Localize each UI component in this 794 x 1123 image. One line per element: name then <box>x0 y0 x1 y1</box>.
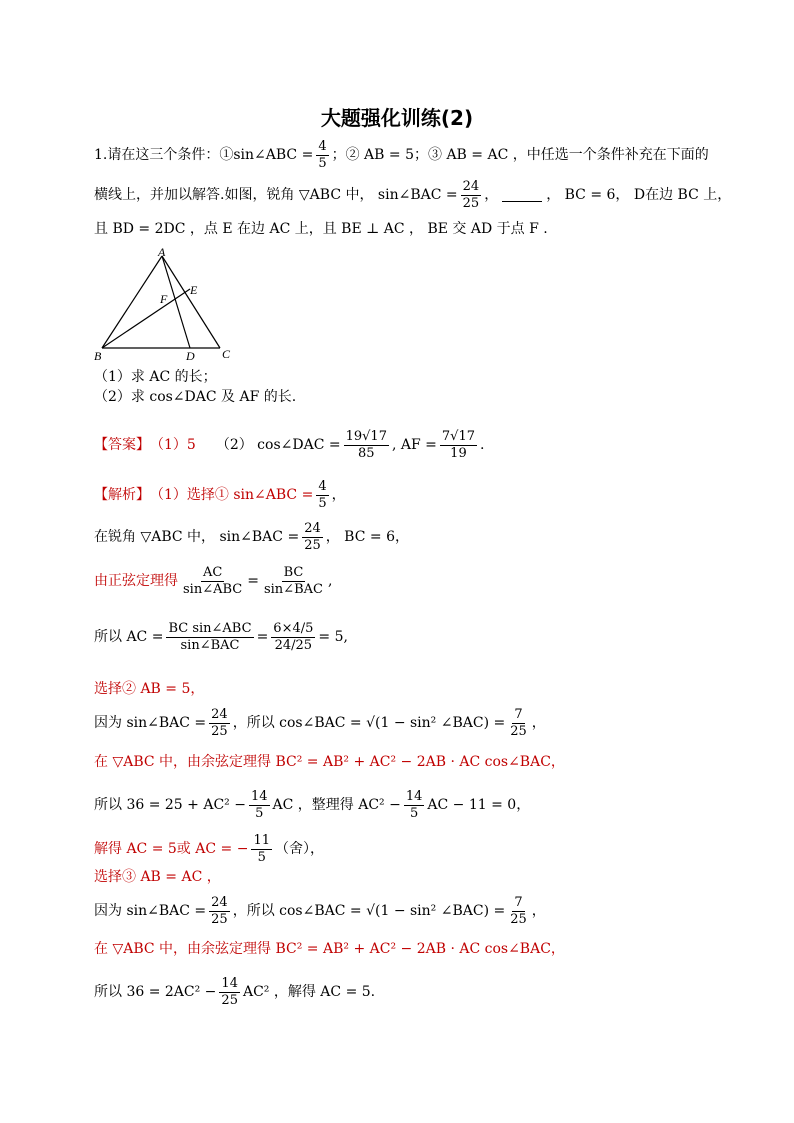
analysis-text: （1）选择① sin∠ABC = <box>150 487 314 504</box>
analysis-text: AC² ，解得 AC = 5. <box>242 984 376 1001</box>
analysis-text: 因为 sin∠BAC = <box>94 903 207 920</box>
analysis-text: 在 ▽ABC 中，由余弦定理得 BC² = AB² + AC² − 2AB · AC cos∠BAC， <box>94 754 565 770</box>
analysis-text: = <box>256 629 269 646</box>
analysis-text: ， BC = 6， <box>325 529 409 546</box>
question-1 <box>94 370 217 384</box>
analysis-text: , <box>327 573 333 590</box>
answer-text: . <box>480 437 485 454</box>
analysis-line-5 <box>94 682 204 696</box>
fraction: $\frac{6\times 4/5}{24/25}$ <box>273 621 314 653</box>
answer-tag: 【答案】 <box>94 437 150 454</box>
question-2 <box>94 390 296 404</box>
analysis-text: ，所以 cos∠BAC = √(1 − sin² ∠BAC) = <box>232 903 506 920</box>
fraction: $\frac{7√17}{19}$ <box>441 429 475 461</box>
fraction: $\frac{14}{5}$ <box>250 789 268 821</box>
analysis-text: = 5, <box>318 629 348 646</box>
question-text: （2）求 cos∠DAC 及 AF 的长. <box>94 389 297 405</box>
fraction: $\frac{4}{5}$ <box>318 139 327 171</box>
analysis-line-9 <box>94 834 324 864</box>
label-c: C <box>222 347 231 361</box>
triangle-figure <box>92 246 252 364</box>
fraction: $\frac{24}{25}$ <box>462 179 480 211</box>
analysis-text: 在 ▽ABC 中，由余弦定理得 BC² = AB² + AC² − 2AB · AC cos∠BAC， <box>94 941 565 957</box>
fraction: $\frac{4}{5}$ <box>318 479 327 511</box>
answer-part-2: （2） cos∠DAC = <box>215 437 341 454</box>
problem-line-2 <box>94 180 731 210</box>
segment-be <box>102 289 190 348</box>
fraction: $\frac{\text{BC sin∠ABC}}{\text{sin∠BAC}}$ <box>168 621 252 653</box>
answer-text: , AF = <box>391 437 437 454</box>
label-d: D <box>186 349 195 363</box>
analysis-text: = <box>247 573 259 590</box>
analysis-line-4 <box>94 622 348 652</box>
problem-text: 1.请在这三个条件：①sin∠ABC = <box>94 147 314 164</box>
analysis-line-11 <box>94 896 546 926</box>
analysis-line-13 <box>94 977 375 1007</box>
analysis-line-7 <box>94 755 565 769</box>
fraction: $\frac{14}{5}$ <box>405 789 423 821</box>
fraction: $\frac{7}{25}$ <box>510 707 527 739</box>
problem-text: ；② AB = 5；③ AB = AC ，中任选一个条件补充在下面的 <box>331 147 709 164</box>
problem-text: 横线上，并加以解答.如图，锐角 ▽ABC 中， sin∠BAC = <box>94 187 458 204</box>
analysis-text: 解得 AC = 5或 AC = − <box>94 841 249 858</box>
analysis-text: ， <box>331 487 346 504</box>
analysis-text: 所以 36 = 25 + AC² − <box>94 797 246 814</box>
fraction: $\frac{BC}{\text{sin∠BAC}}$ <box>263 565 323 597</box>
analysis-text: ， <box>531 903 546 920</box>
analysis-line-2 <box>94 522 409 552</box>
analysis-line-6 <box>94 708 546 738</box>
analysis-text: 由正弦定理得 <box>94 573 178 590</box>
problem-text: 且 BD = 2DC ，点 E 在边 AC 上，且 BE ⊥ AC ， BE 交 AD 于点 F . <box>94 221 548 237</box>
analysis-text: 因为 sin∠BAC = <box>94 715 207 732</box>
fraction: $\frac{AC}{\text{sin∠ABC}}$ <box>183 565 243 597</box>
page-title: 大题强化训练(2) <box>320 106 474 130</box>
label-a: A <box>158 246 166 259</box>
analysis-text: 所以 36 = 2AC² − <box>94 984 217 1001</box>
answer-part-1: （1）5 <box>150 437 196 454</box>
analysis-text: 在锐角 ▽ABC 中， sin∠BAC = <box>94 529 300 546</box>
label-f: F <box>160 292 168 306</box>
analysis-text: 选择② AB = 5， <box>94 681 205 697</box>
analysis-line-10 <box>94 870 221 884</box>
fraction: $\frac{19√17}{85}$ <box>345 429 387 461</box>
analysis-text: AC ，整理得 AC² − <box>272 797 401 814</box>
problem-line-3 <box>94 222 548 236</box>
problem-text: ， BC = 6， D在边 BC 上， <box>546 187 732 204</box>
question-text: （1）求 AC 的长； <box>94 369 217 385</box>
analysis-text: ，所以 cos∠BAC = √(1 − sin² ∠BAC) = <box>232 715 506 732</box>
fraction: $\frac{24}{25}$ <box>304 521 321 553</box>
problem-text: ， <box>484 187 499 204</box>
problem-line-1 <box>94 140 709 170</box>
side-ab <box>102 256 162 348</box>
answer-line <box>94 430 484 460</box>
fraction: $\frac{24}{25}$ <box>211 895 228 927</box>
label-e: E <box>190 283 198 297</box>
analysis-text: 所以 AC = <box>94 629 164 646</box>
label-b: B <box>94 349 102 363</box>
analysis-line-12 <box>94 942 565 956</box>
analysis-text: （舍）， <box>275 841 324 858</box>
fraction: $\frac{24}{25}$ <box>211 707 228 739</box>
analysis-tag: 【解析】 <box>94 487 150 504</box>
fill-in-blank <box>502 189 542 202</box>
analysis-line-8 <box>94 790 530 820</box>
fraction: $\frac{14}{25}$ <box>221 976 238 1008</box>
analysis-text: ， <box>531 715 546 732</box>
analysis-line-1 <box>94 480 346 510</box>
analysis-text: 选择③ AB = AC ， <box>94 869 221 885</box>
fraction: $\frac{7}{25}$ <box>510 895 527 927</box>
analysis-text: AC − 11 = 0， <box>427 797 531 814</box>
analysis-line-3 <box>94 566 332 596</box>
fraction: $\frac{11}{5}$ <box>253 833 270 865</box>
